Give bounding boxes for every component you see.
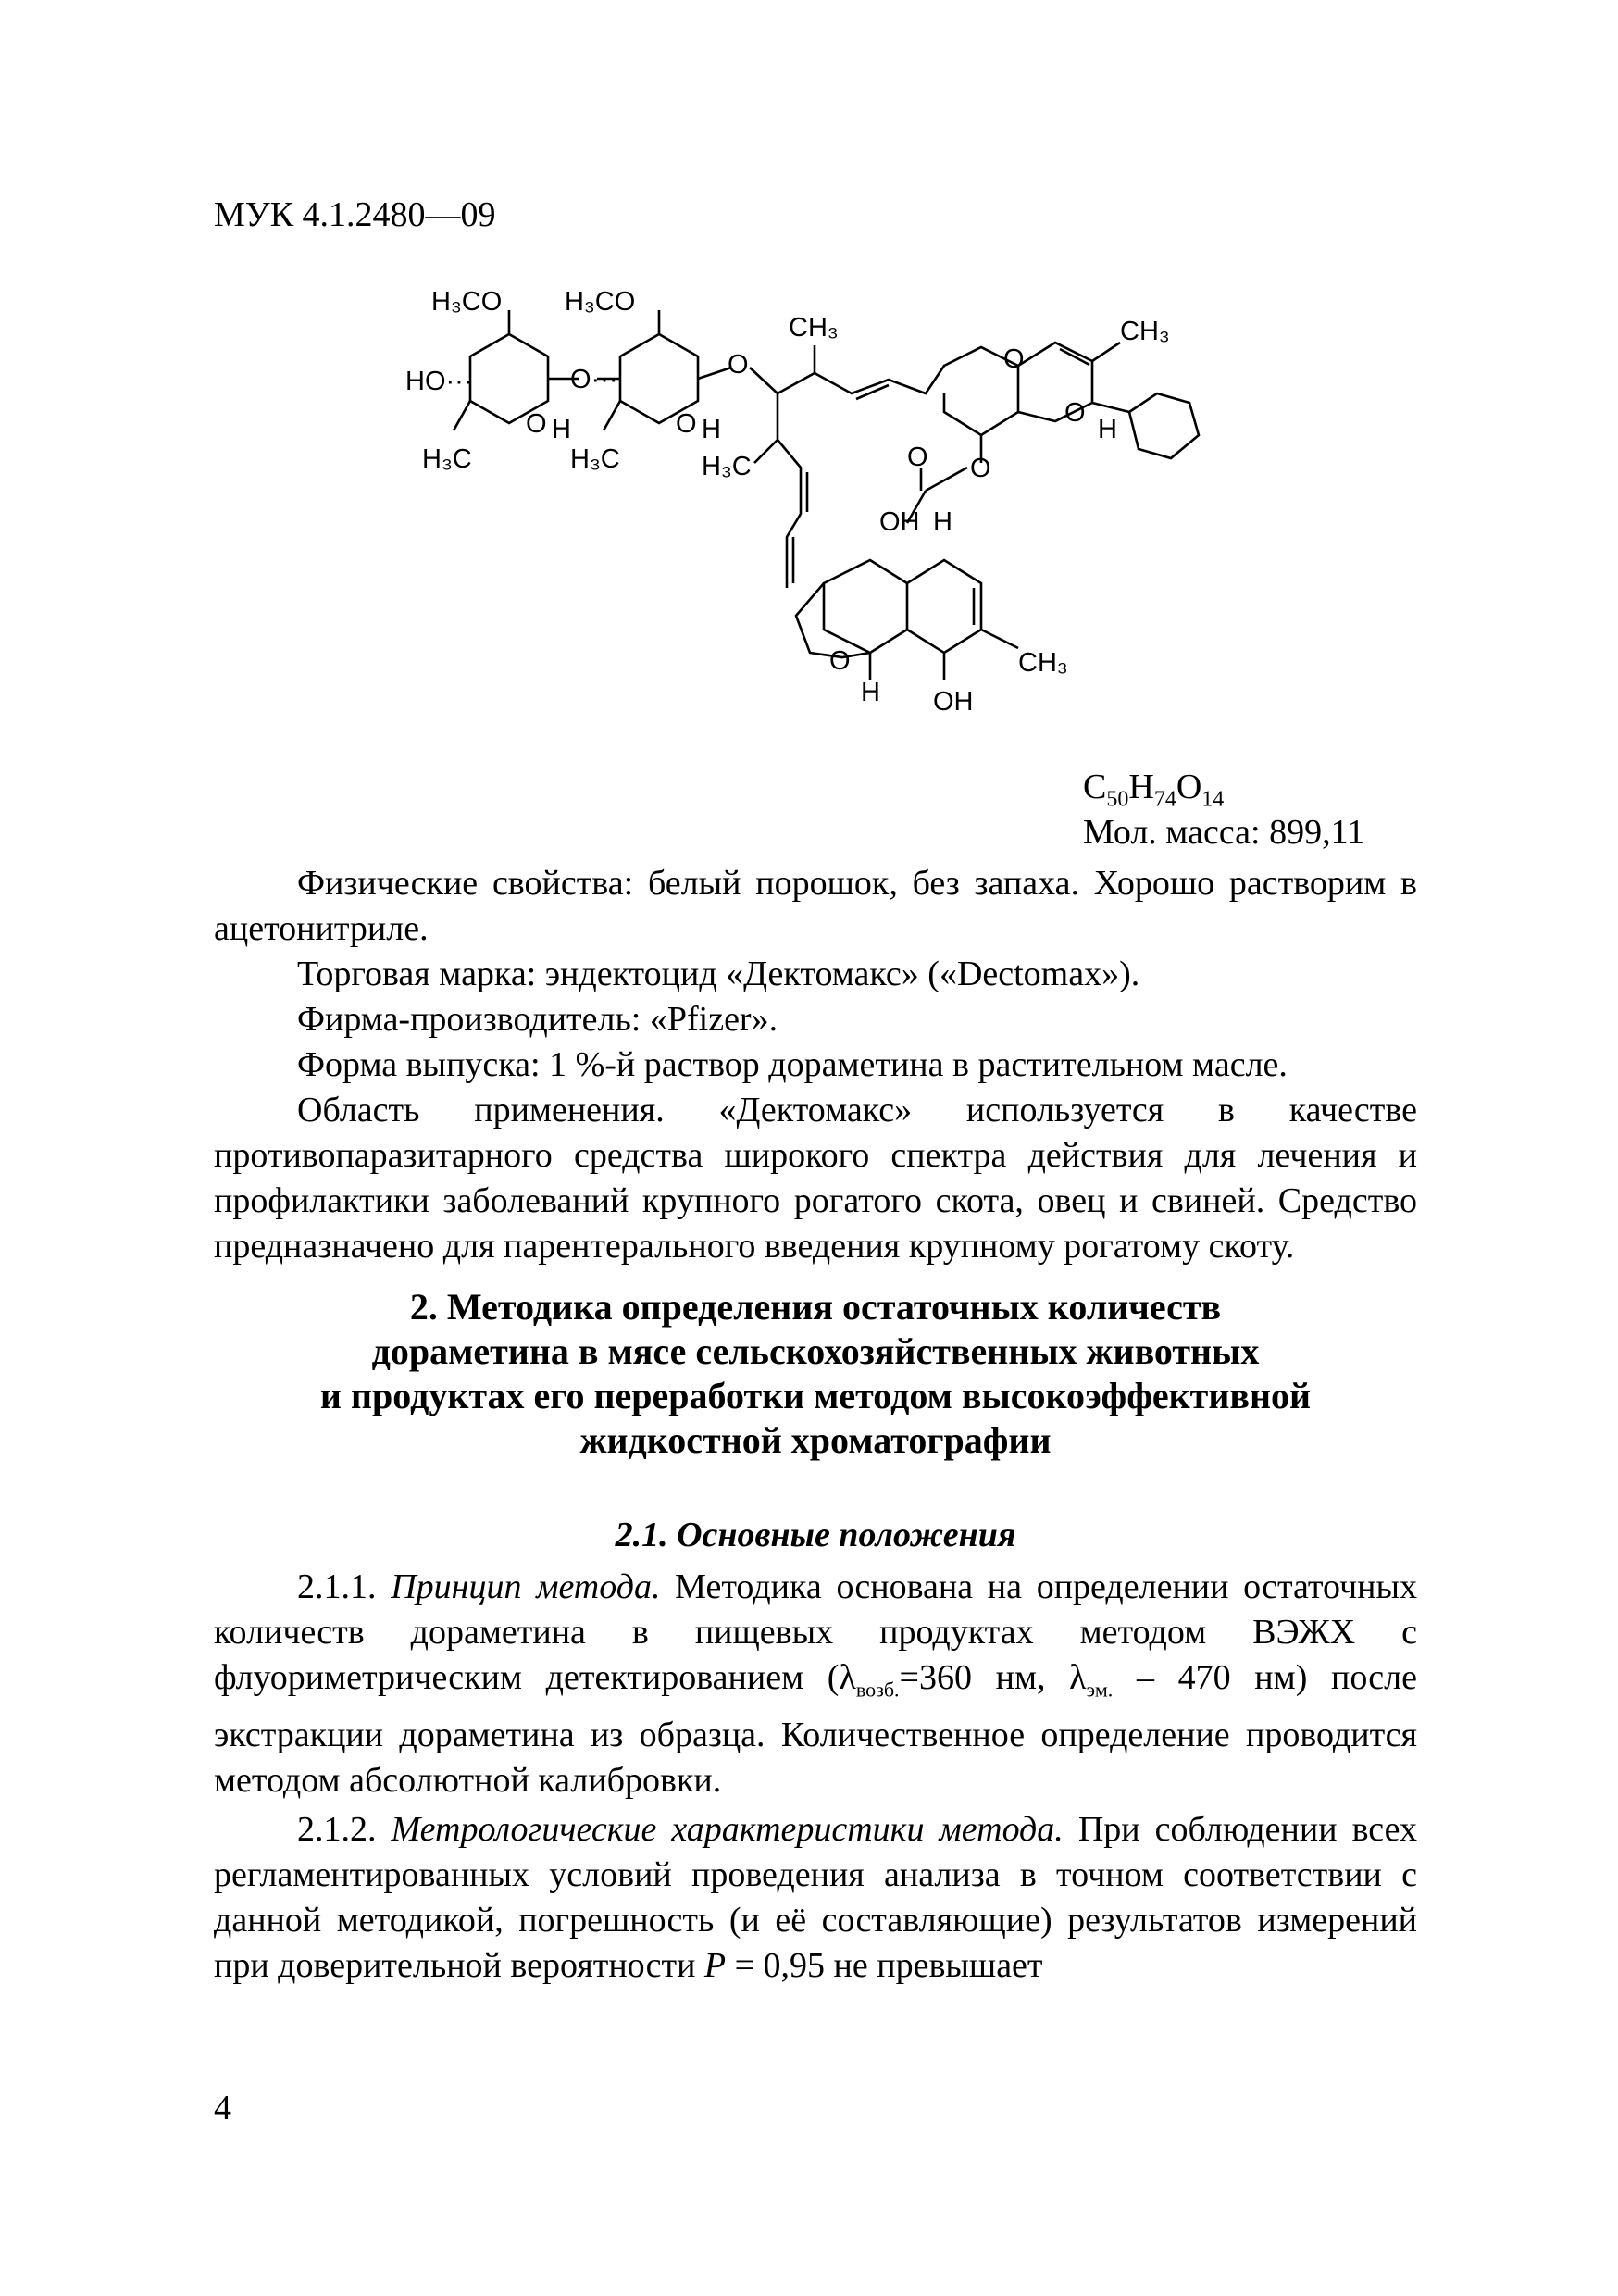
trademark: Торговая марка: эндектоцид «Дектомакс» («Dectomax»). [297,955,1140,993]
label-h3co-1: H₃CO [431,287,503,317]
label-h-spiro: H [1098,415,1117,444]
label-ch3-bottom: CH₃ [1018,648,1068,678]
molar-mass: Мол. масса: 899,11 [1083,813,1365,852]
label-h-ring2: H [702,415,721,444]
label-o-ester: O [970,454,991,483]
document-code: МУК 4.1.2480—09 [214,195,496,234]
label-h-bottom: H [861,678,880,707]
label-h-ring1: H [552,415,571,444]
label-o-link2: O [728,350,749,380]
label-h-mid: H [933,507,952,537]
label-o-ring2: O [676,409,697,439]
release-form: Форма выпуска: 1 %-й раствор дораметина в растительном масле. [297,1045,1288,1084]
label-oh-mid: OH [879,507,920,537]
properties-block [214,861,1417,1269]
label-ch3-right: CH₃ [1120,317,1170,346]
label-o-link: O··· [570,365,618,394]
label-o-spiro: O [1003,344,1025,374]
label-h3c-2: H₃C [570,444,620,474]
molecular-formula: $C_{50}H_{74}O_{14}$ [1083,767,1225,812]
page-number: 4 [214,2089,231,2128]
manufacturer: Фирма-производитель: «Pfizer». [297,1000,778,1039]
application-area: Область применения. «Дектомакс» используется в качестве противопаразитарного средства широкого спектра действия для лечения и профилактики заболеваний крупного рогатого скота, овец и свиней. Средство предназначено для парентерального введения крупному рогатому скоту. [214,1091,1417,1266]
section-title: 2. Методика определения остаточных количеств дораметина в мясе сельскохозяйственных животных и продуктах его переработки методом высокоэффективной жидкостной хроматографии [319,1286,1312,1461]
paragraph-2-1-2: 2.1.2. Метрологические характеристики метода. При соблюдении всех регламентированных условий проведения анализа в точном соответствии с данной методикой, погрешность (и её составляющие) результатов измерений при доверительной вероятности P = 0,95 не превышает [214,1809,1418,1985]
label-o-spiro2: O [1064,398,1086,428]
label-ho: HO··· [405,367,473,396]
label-o-ring1: O [526,409,547,439]
paragraph-2-1-1: 2.1.1. Принцип метода. Методика основана на определении остаточных количеств дораметина в пищевых продуктах методом ВЭЖХ с флуориметрическим детектированием ($\lambda_{возб.}=360$ нм, $\lambda_{эм.} - 470$ нм) после экстракции дораметина из образца. Количественное определение проводится методом абсолютной калибровки. [214,1567,1418,1800]
physical-properties: Физические свойства: белый порошок, без запаха. Хорошо растворим в ацетонитриле. [214,864,1417,948]
label-h3c-1: H₃C [422,444,472,474]
structural-formula [389,282,1259,810]
label-o-carbonyl: O [907,443,928,472]
methods-block [214,1565,1417,1989]
label-o-furan: O [829,646,851,676]
label-h3co-2: H₃CO [565,287,636,317]
label-oh-bottom: OH [933,687,974,717]
label-ch3-top: CH₃ [789,313,839,343]
subsection-title: 2.1. Основные положения [615,1516,1016,1554]
label-h3c-3: H₃C [702,452,752,481]
